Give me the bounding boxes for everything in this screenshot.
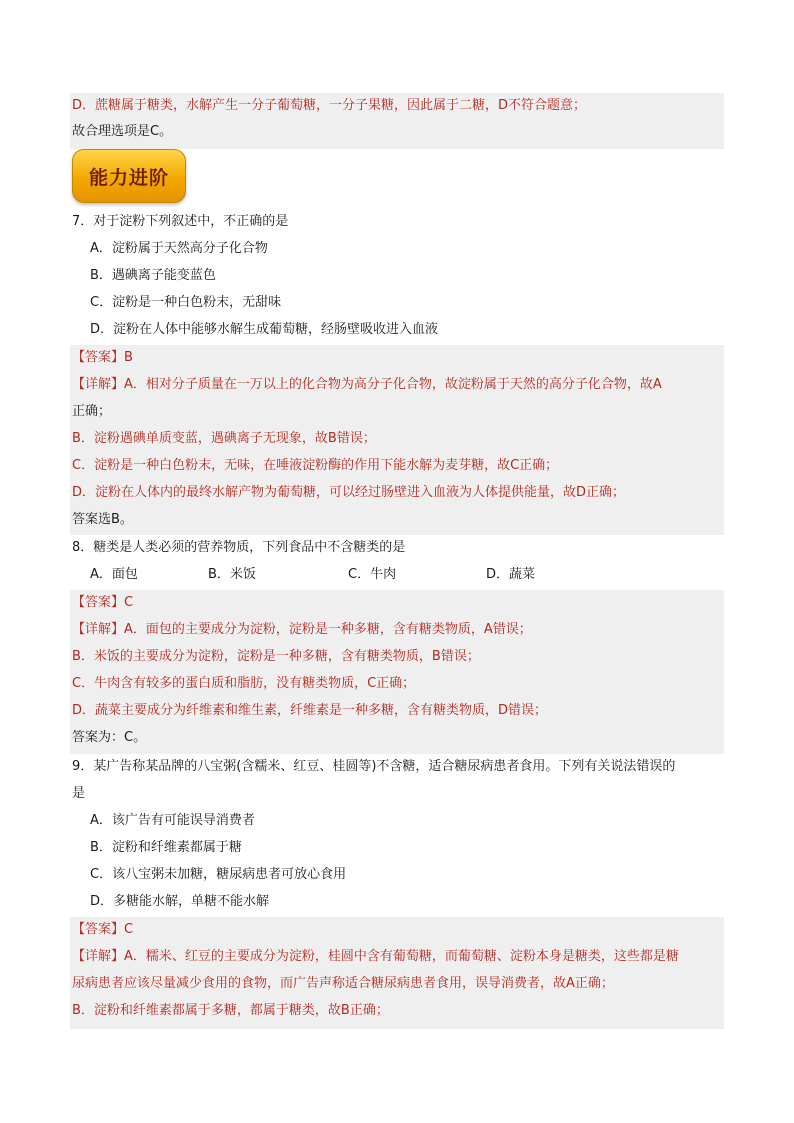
question-7-detail-line: 答案选B。 [72,512,133,527]
question-8-option-b: B．米饭 [208,567,256,582]
question-8-stem: 8．糖类是人类必须的营养物质，下列食品中不含糖类的是 [72,540,406,555]
question-7-answer: 【答案】B [72,350,133,365]
question-7-detail-line: 【详解】A．相对分子质量在一万以上的化合物为高分子化合物，故淀粉属于天然的高分子化合物，故A [72,377,662,392]
question-7-option-c: C．淀粉是一种白色粉末，无甜味 [90,295,282,310]
question-8-detail-line: 答案为：C。 [72,730,147,745]
prev-explanation-line: D．蔗糖属于糖类，水解产生一分子葡萄糖，一分子果糖，因此属于二糖，D不符合题意； [72,98,587,113]
question-8-option-a: A．面包 [90,567,138,582]
question-9-option-a: A．该广告有可能误导消费者 [90,813,255,828]
question-9-detail-line: 尿病患者应该尽量减少食用的食物，而广告声称适合糖尿病患者食用，误导消费者，故A正确； [72,976,614,991]
section-badge: 能力进阶 [72,149,186,203]
prev-conclusion-line: 故合理选项是C。 [72,124,173,139]
question-7-detail-line: C．淀粉是一种白色粉末，无味，在唾液淀粉酶的作用下能水解为麦芽糖，故C正确； [72,458,559,473]
question-7-detail-line: B．淀粉遇碘单质变蓝，遇碘离子无现象，故B错误； [72,431,376,446]
question-8-detail-line: B．米饭的主要成分为淀粉，淀粉是一种多糖，含有糖类物质，B错误； [72,649,480,664]
question-7-detail-line: 正确； [72,404,112,419]
question-8-detail-line: D．蔬菜主要成分为纤维素和维生素，纤维素是一种多糖，含有糖类物质，D错误； [72,703,548,718]
question-9-option-d: D．多糖能水解，单糖不能水解 [90,894,270,909]
question-9-detail-line: 【详解】A．糯米、红豆的主要成分为淀粉，桂圆中含有葡萄糖，而葡萄糖、淀粉本身是糖类，这些都是糖 [72,949,679,964]
question-9-stem: 9．某广告称某品牌的八宝粥(含糯米、红豆、桂圆等)不含糖，适合糖尿病患者食用。下列有关说法错误的 [72,759,676,774]
question-8-detail-line: C．牛肉含有较多的蛋白质和脂肪，没有糖类物质，C正确； [72,676,416,691]
question-7-option-b: B．遇碘离子能变蓝色 [90,268,216,283]
question-8-option-c: C．牛肉 [348,567,397,582]
question-7-option-d: D．淀粉在人体中能够水解生成葡萄糖，经肠壁吸收进入血液 [90,322,439,337]
question-8-answer: 【答案】C [72,595,134,610]
question-8-detail-line: 【详解】A．面包的主要成分为淀粉，淀粉是一种多糖，含有糖类物质，A错误； [72,622,532,637]
question-9-answer: 【答案】C [72,922,134,937]
question-9-detail-line: B．淀粉和纤维素都属于多糖，都属于糖类，故B正确； [72,1003,389,1018]
question-7-stem: 7．对于淀粉下列叙述中，不正确的是 [72,214,289,229]
question-9-option-c: C．该八宝粥未加糖，糖尿病患者可放心食用 [90,867,347,882]
question-9-stem-continued: 是 [72,786,86,801]
question-8-option-d: D．蔬菜 [486,567,536,582]
question-9-option-b: B．淀粉和纤维素都属于糖 [90,840,242,855]
question-7-detail-line: D．淀粉在人体内的最终水解产物为葡萄糖，可以经过肠壁进入血液为人体提供能量，故D正确； [72,485,626,500]
question-7-option-a: A．淀粉属于天然高分子化合物 [90,241,268,256]
